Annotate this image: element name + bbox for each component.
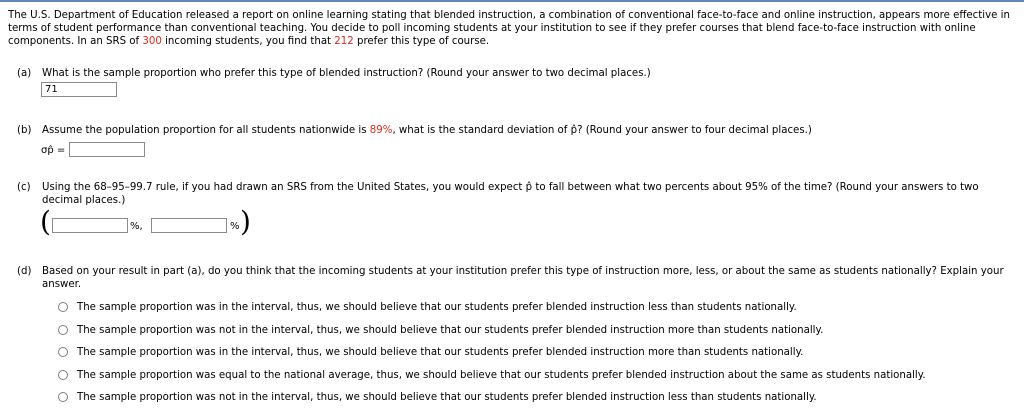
open-paren: (	[40, 205, 51, 238]
part-b-question	[42, 124, 1017, 137]
close-paren: )	[240, 205, 251, 238]
part-a-label: (a)	[17, 68, 32, 79]
part-d-label: (d)	[17, 266, 32, 277]
part-c-label: (c)	[17, 182, 31, 193]
option-label: The sample proportion was not in the interval, thus, we should believe that our students prefer blended instruction more than students nationally.	[77, 325, 824, 336]
upper-percent-input[interactable]	[151, 218, 227, 233]
part-b-text-2: , what is the standard deviation of p̂? (Round your answer to four decimal places.)	[392, 125, 812, 136]
option-label: The sample proportion was not in the interval, thus, we should believe that our students prefer blended instruction less than students nationally.	[77, 392, 817, 403]
radio-button[interactable]	[58, 347, 68, 357]
population-proportion: 89%	[369, 125, 393, 136]
option-label: The sample proportion was in the interval, thus, we should believe that our students prefer blended instruction more than students nationally.	[77, 347, 804, 358]
part-d-question: Based on your result in part (a), do you think that the incoming students at your institution prefer this type of instruction more, less, or about the same as students nationally? Explain your answer.	[42, 266, 1004, 290]
part-b-label: (b)	[17, 125, 32, 136]
top-divider	[0, 0, 1024, 2]
option-label: The sample proportion was in the interval, thus, we should believe that our students prefer blended instruction less than students nationally.	[77, 302, 797, 313]
radio-button[interactable]	[58, 325, 68, 335]
prefer-count: 212	[334, 36, 354, 47]
problem-intro	[8, 9, 1013, 48]
sample-size: 300	[142, 36, 162, 47]
sigma-label: σp̂ =	[41, 145, 66, 156]
lower-percent-unit: %,	[130, 221, 143, 232]
part-a-question: What is the sample proportion who prefer this type of blended instruction? (Round your answer to two decimal places.)	[42, 68, 651, 79]
part-c-question: Using the 68–95–99.7 rule, if you had drawn an SRS from the United States, you would expect p̂ to fall between what two percents about 95% of the time? (Round your answers to two decimal places.)	[42, 182, 979, 206]
upper-percent-unit: %	[230, 221, 240, 232]
intro-text-2: incoming students, you find that	[161, 36, 335, 47]
std-dev-input[interactable]	[69, 142, 145, 157]
option-label: The sample proportion was equal to the national average, thus, we should believe that our students prefer blended instruction about the same as students nationally.	[77, 370, 926, 381]
intro-text-3: prefer this type of course.	[353, 36, 490, 47]
intro-text-1: The U.S. Department of Education released a report on online learning stating that blended instruction, a combination of conventional face-to-face and online instruction, appears more effective in terms of student performance than conventional teaching. You decide to poll incoming students at your institution to see if they prefer courses that blend face-to-face instruction with online components. In an SRS of	[8, 10, 1010, 47]
radio-button[interactable]	[58, 302, 68, 312]
radio-button[interactable]	[58, 370, 68, 380]
lower-percent-input[interactable]	[52, 218, 128, 233]
part-b-text-1: Assume the population proportion for all students nationwide is	[42, 125, 370, 136]
radio-button[interactable]	[58, 392, 68, 402]
sample-proportion-input[interactable]: 71	[41, 82, 117, 97]
